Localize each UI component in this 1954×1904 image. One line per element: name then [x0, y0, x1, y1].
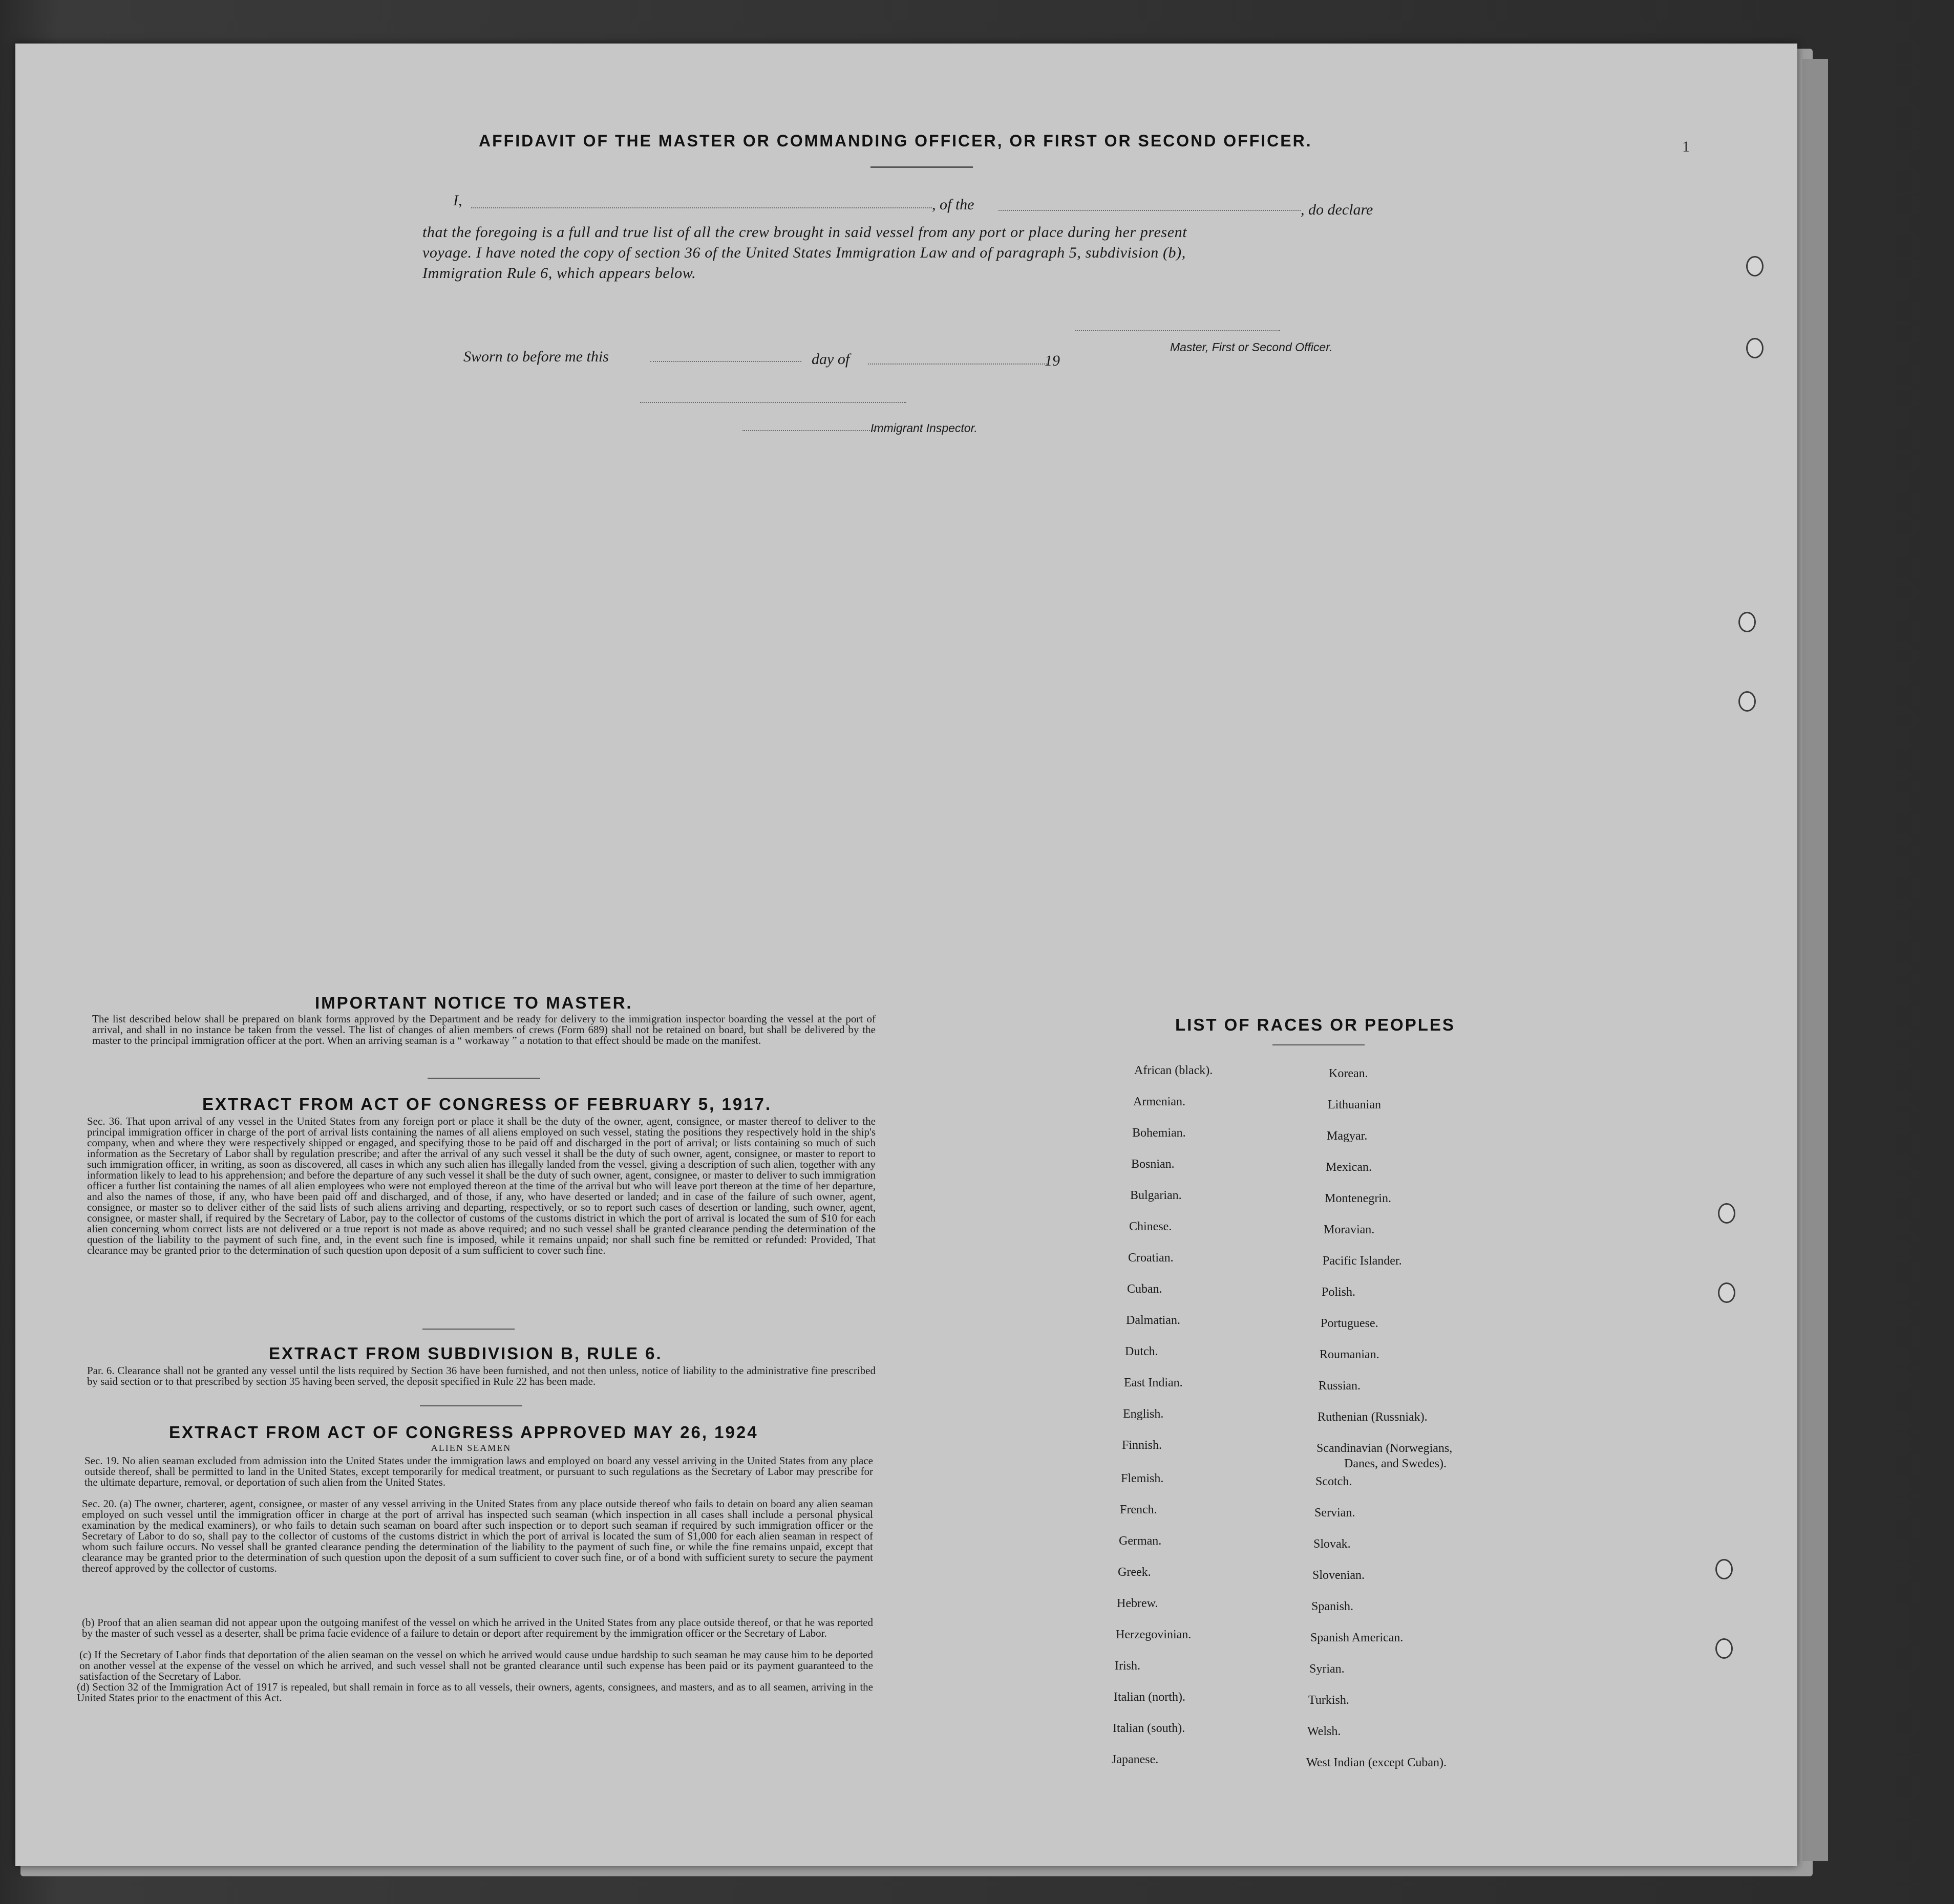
- extract-1924-sec20b: (b) Proof that an alien seaman did not appear upon the outgoing manifest of the vessel on which he arrived in the United States from any place outside thereof, or that he was reported by the master of such vessel as a deserter, shall be prima facie evidence of a failure to detain or deport after requirement by the immigration officer or the Secretary of Labor.: [82, 1616, 873, 1639]
- race-item: Mexican.: [1326, 1161, 1372, 1174]
- race-item: Scandinavian (Norwegians,: [1316, 1442, 1453, 1455]
- sworn-month-field[interactable]: [868, 363, 1047, 365]
- vessel-field[interactable]: [999, 210, 1301, 211]
- race-item: Polish.: [1322, 1286, 1356, 1299]
- race-item: Servian.: [1314, 1506, 1355, 1520]
- race-item: Finnish.: [1122, 1439, 1162, 1452]
- race-item: English.: [1123, 1407, 1164, 1421]
- race-item: Lithuanian: [1328, 1098, 1381, 1111]
- binder-hole-icon: [1746, 256, 1764, 276]
- race-item: French.: [1120, 1503, 1157, 1516]
- inspector-signature-line[interactable]: [640, 402, 906, 403]
- alien-seamen-subtitle: ALIEN SEAMEN: [431, 1443, 512, 1453]
- extract-1917-rule: [422, 1329, 515, 1330]
- race-item: Flemish.: [1121, 1472, 1164, 1485]
- race-item: Armenian.: [1133, 1095, 1185, 1108]
- affidavit-i-label: I,: [453, 192, 462, 209]
- binder-hole-icon: [1715, 1559, 1733, 1579]
- race-item: Slovak.: [1313, 1537, 1351, 1551]
- extract-1917-title: EXTRACT FROM ACT OF CONGRESS OF FEBRUARY 5, 1917.: [202, 1095, 772, 1114]
- binder-hole-icon: [1738, 612, 1756, 632]
- race-item: Korean.: [1329, 1067, 1368, 1080]
- binder-hole-icon: [1715, 1638, 1733, 1659]
- race-item: African (black).: [1134, 1064, 1213, 1077]
- race-item: Spanish American.: [1310, 1631, 1404, 1644]
- binder-hole-icon: [1746, 338, 1764, 358]
- race-item: Turkish.: [1308, 1694, 1349, 1707]
- notice-title: IMPORTANT NOTICE TO MASTER.: [315, 993, 633, 1012]
- race-item: German.: [1119, 1534, 1162, 1548]
- extract-rule6-text: Par. 6. Clearance shall not be granted any vessel until the lists required by Section 36 have been furnished, and not then unless, notice of liability to the administrative fine prescribed by said section or to that prescribed by section 35 having been served, the deposit specified in Rule 22 has been made.: [87, 1364, 876, 1387]
- race-item: Russian.: [1319, 1379, 1361, 1393]
- race-item: Danes, and Swedes).: [1344, 1457, 1447, 1470]
- sworn-label: Sworn to before me this: [463, 348, 609, 365]
- affidavit-declare-label: , do declare: [1301, 201, 1373, 218]
- race-item: West Indian (except Cuban).: [1306, 1756, 1447, 1769]
- race-item: Italian (south).: [1113, 1722, 1185, 1735]
- race-item: Moravian.: [1324, 1223, 1375, 1236]
- extract-rule6-title: EXTRACT FROM SUBDIVISION B, RULE 6.: [269, 1344, 663, 1363]
- affidavit-body-line1: that the foregoing is a full and true list of all the crew brought in said vessel from any port or place during her present: [422, 224, 1187, 241]
- document-page: [15, 44, 1797, 1866]
- extract-1924-title: EXTRACT FROM ACT OF CONGRESS APPROVED MAY 26, 1924: [169, 1423, 758, 1442]
- extract-1917-text: Sec. 36. That upon arrival of any vessel in the United States from any foreign port or place it shall be the duty of the owner, agent, consignee, or master thereof to deliver to the principal immigration officer in charge of the port of arrival lists containing the names of all aliens employed on such vessel, stating the positions they respectively hold in the ship's company, when and where they were respectively shipped or engaged, and specifying those to be paid off and discharged in the port of arrival; or lists containing so much of such information as the Secretary of Labor shall by regulation prescribe; and after the arrival of any such vessel it shall be the duty of such owner, agent, consignee, or master to report to such immigration officer, in writing, as soon as discovered, all cases in which any such alien has illegally landed from the vessel, giving a description of such alien, together with any information likely to lead to his apprehension; and before the departure of any such vessel it shall be the duty of such owner, agent, consignee, or master to deliver to such immigration officer a further list containing the names of all alien employees who were not employed thereon at the time of the arrival but who will leave port thereon at the time of her departure, and also the names of those, if any, who have been paid off and discharged, and of those, if any, who have deserted or landed; and in case of the failure of such owner, agent, consignee, or master so to deliver either of the said lists of such aliens arriving and departing, respectively, or so to report such cases of desertion or landing, such owner, agent, consignee, or master shall, if required by the Secretary of Labor, pay to the collector of customs of the customs district in which the port of arrival is located the sum of $10 for each alien concerning whom correct lists are not delivered or a true report is not made as above required; and no such vessel shall be granted clearance pending the determination of the question of the liability to the payment of such fine, and, in the event such fine is imposed, while it remains unpaid; nor shall such fine be remitted or refunded: Provided, That clearance may be granted prior to the determination of such question upon deposit of a sum sufficient to cover such fine.: [87, 1115, 876, 1256]
- page-number: 1: [1682, 138, 1690, 155]
- extract-rule6-rule: [420, 1405, 522, 1406]
- race-item: Ruthenian (Russniak).: [1318, 1410, 1428, 1424]
- inspector-name-line[interactable]: [742, 430, 876, 431]
- name-field[interactable]: [471, 207, 932, 208]
- race-item: East Indian.: [1124, 1376, 1183, 1389]
- signature-line[interactable]: [1075, 330, 1280, 331]
- notice-text: The list described below shall be prepared on blank forms approved by the Department and be ready for delivery to the immigration inspector boarding the vessel at the port of arrival, and shall in no instance be taken from the vessel. The list of changes of alien members of crews (Form 689) shall not be retained on board, but shall be delivered by the master to the principal immigration officer at the port. When an arriving seaman is a “ workaway ” a notation to that effect should be made on the manifest.: [92, 1013, 876, 1046]
- race-item: Hebrew.: [1117, 1597, 1158, 1610]
- extract-1924-sec19: Sec. 19. No alien seaman excluded from admission into the United States under the immigration laws and employed on board any vessel arriving in the United States from any place outside thereof, shall be permitted to land in the United States, except temporarily for medical treatment, or pursuant to such regulations as the Secretary of Labor may prescribe for the ultimate departure, removal, or deportation of such alien from the United States.: [84, 1454, 873, 1488]
- extract-1924-sec20d: (d) Section 32 of the Immigration Act of 1917 is repealed, but shall remain in force as to all vessels, their owners, agents, consignees, and masters, and as to all seamen, arriving in the United States prior to the enactment of this Act.: [77, 1681, 873, 1704]
- race-item: Herzegovinian.: [1116, 1628, 1192, 1641]
- race-item: Cuban.: [1127, 1282, 1162, 1296]
- race-item: Croatian.: [1128, 1251, 1174, 1265]
- sworn-day-field[interactable]: [650, 361, 801, 362]
- race-item: Slovenian.: [1312, 1569, 1365, 1582]
- inspector-label: Immigrant Inspector.: [870, 421, 978, 435]
- binder-hole-icon: [1738, 691, 1756, 712]
- race-item: Magyar.: [1327, 1129, 1368, 1143]
- binder-hole-icon: [1718, 1203, 1735, 1224]
- race-item: Roumanian.: [1320, 1348, 1379, 1361]
- race-item: Welsh.: [1307, 1725, 1341, 1738]
- races-title: LIST OF RACES OR PEOPLES: [1175, 1015, 1455, 1034]
- affidavit-title: AFFIDAVIT OF THE MASTER OR COMMANDING OFFICER, OR FIRST OR SECOND OFFICER.: [479, 132, 1312, 150]
- race-item: Portuguese.: [1321, 1317, 1378, 1330]
- notice-rule: [428, 1078, 540, 1079]
- race-item: Bulgarian.: [1130, 1189, 1182, 1202]
- race-item: Spanish.: [1311, 1600, 1354, 1613]
- race-item: Montenegrin.: [1325, 1192, 1391, 1205]
- signature-label: Master, First or Second Officer.: [1170, 340, 1333, 354]
- binder-hole-icon: [1718, 1282, 1735, 1303]
- race-item: Scotch.: [1315, 1475, 1352, 1488]
- race-item: Greek.: [1118, 1566, 1151, 1579]
- affidavit-of-the-label: , of the: [932, 196, 974, 213]
- race-item: Syrian.: [1309, 1662, 1345, 1676]
- race-item: Bohemian.: [1132, 1126, 1186, 1140]
- title-rule: [870, 166, 973, 168]
- race-item: Dutch.: [1125, 1345, 1158, 1358]
- race-item: Chinese.: [1129, 1220, 1172, 1233]
- race-item: Dalmatian.: [1126, 1314, 1180, 1327]
- binder-strip: [1802, 59, 1828, 1861]
- year-label: 19: [1045, 352, 1060, 369]
- affidavit-body-line2: voyage. I have noted the copy of section 36 of the United States Immigration Law and of paragraph 5, subdivision (b),: [422, 244, 1186, 261]
- race-item: Japanese.: [1112, 1753, 1159, 1766]
- races-rule: [1272, 1044, 1365, 1045]
- affidavit-body-line3: Immigration Rule 6, which appears below.: [422, 265, 696, 282]
- day-of-label: day of: [812, 351, 850, 368]
- race-item: Bosnian.: [1131, 1158, 1175, 1171]
- extract-1924-sec20c: (c) If the Secretary of Labor finds that deportation of the alien seaman on the vessel on which he arrived would cause undue hardship to such seaman he may cause him to be deported on another vessel at the expense of the vessel on which he arrived, and such vessel shall not be granted clearance until such expense has been paid or its payment guaranteed to the satisfaction of the Secretary of Labor.: [79, 1649, 873, 1682]
- race-item: Pacific Islander.: [1323, 1254, 1402, 1268]
- race-item: Italian (north).: [1114, 1691, 1185, 1704]
- race-item: Irish.: [1115, 1659, 1140, 1673]
- extract-1924-sec20a: Sec. 20. (a) The owner, charterer, agent, consignee, or master of any vessel arriving in the United States from any place outside thereof who fails to detain on board any alien seaman employed on such vessel until the immigration officer in charge at the port of arrival has inspected such seaman (which inspection in all cases shall include a personal physical examination by the medical examiners), or who fails to detain such seaman on board after such inspection or to deport such seaman if required by such immigration officer or the Secretary of Labor to do so, shall pay to the collector of customs of the customs district in which the port of arrival is located the sum of $1,000 for each alien seaman in respect of whom such failure occurs. No vessel shall be granted clearance pending the determination of the liability to the payment of such fine, or while the fine remains unpaid, except that clearance may be granted prior to the determination of such question upon the deposit of a sum sufficient to cover such fine, or of a bond with sufficient surety to secure the payment thereof approved by the collector of customs.: [82, 1497, 873, 1574]
